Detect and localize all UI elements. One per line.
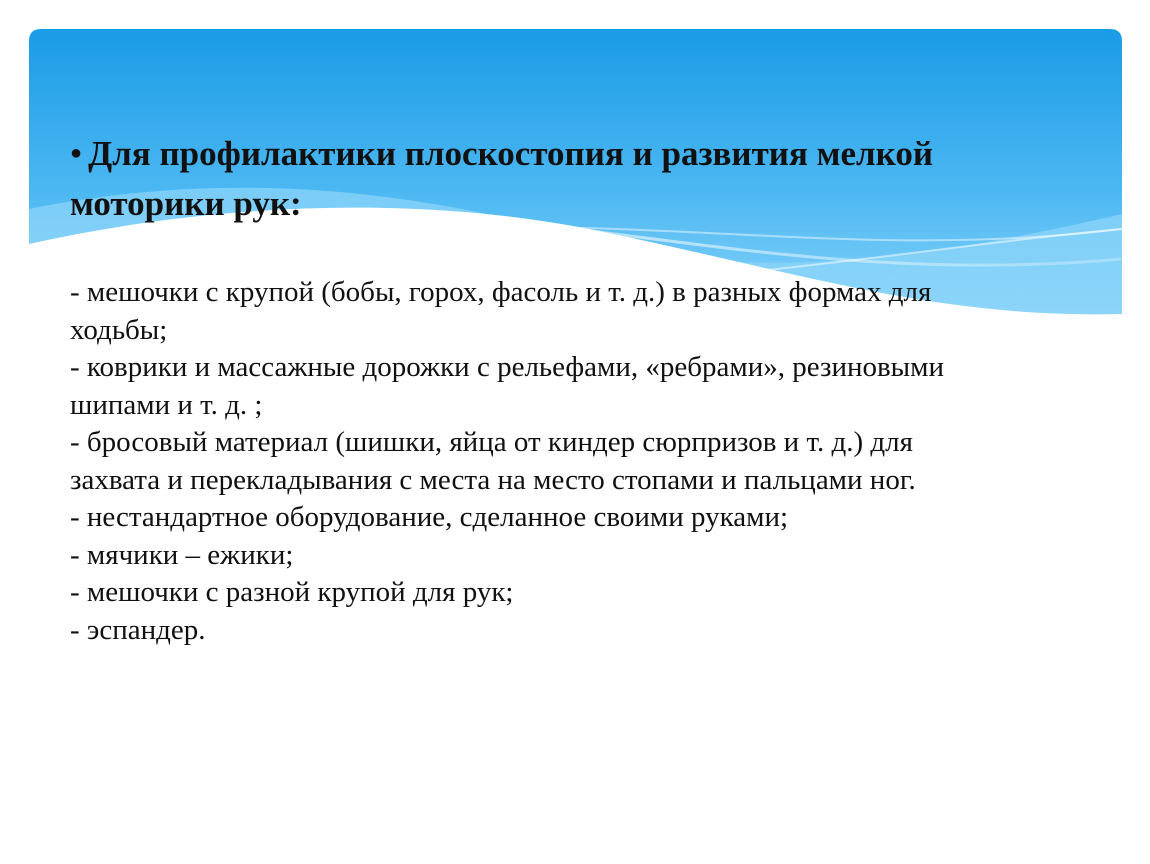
list-item: шипами и т. д. ; — [70, 388, 263, 421]
bullet-icon: ● — [70, 142, 83, 164]
list-item: - мячики – ежики; — [70, 538, 294, 571]
list-item: - нестандартное оборудование, сделанное своими руками; — [70, 501, 789, 533]
heading-line-2: моторики рук: — [70, 184, 302, 223]
list-item: захвата и перекладывания с места на место стопами и пальцами ног. — [70, 463, 916, 496]
list-item: - эспандер. — [70, 613, 206, 646]
slide-heading — [70, 128, 1090, 229]
list-item: - бросовый материал (шишки, яйца от киндер сюрпризов и т. д.) для — [70, 426, 913, 458]
list-item: ходьбы; — [70, 313, 168, 346]
heading-line-1: Для профилактики плоскостопия и развития мелкой — [88, 134, 934, 173]
equipment-list — [70, 274, 1090, 649]
list-item: - мешочки с крупой (бобы, горох, фасоль и т. д.) в разных формах для — [70, 276, 932, 308]
list-item: - коврики и массажные дорожки с рельефами, «ребрами», резиновыми — [70, 351, 945, 383]
list-item: - мешочки с разной крупой для рук; — [70, 576, 514, 608]
